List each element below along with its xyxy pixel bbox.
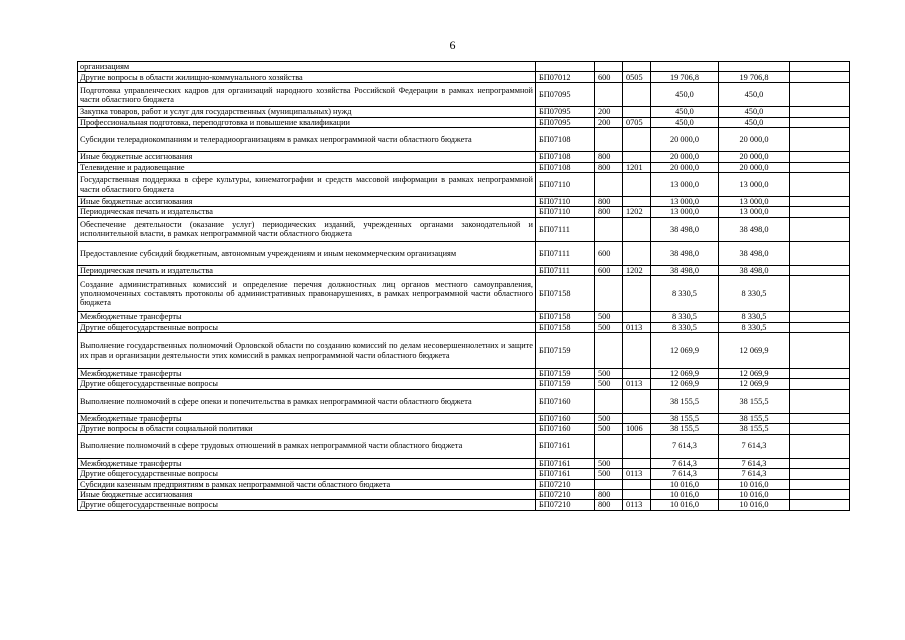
row-amount2-cell: 13 000,0 xyxy=(719,207,790,217)
row-rz-cell xyxy=(623,479,651,489)
row-amount1-cell: 8 330,5 xyxy=(651,322,719,332)
row-code-cell: БП07210 xyxy=(536,479,595,489)
row-code-cell: БП07095 xyxy=(536,117,595,127)
row-amount2-cell xyxy=(719,62,790,72)
row-vr-cell xyxy=(595,389,623,413)
row-amount1-cell: 12 069,9 xyxy=(651,369,719,379)
row-name-cell: Выполнение государственных полномочий Орловской области по созданию комиссий по делам несовершеннолетних и защите их прав и организации деятельности этих комиссий в рамках непрограммной части областного бюджета xyxy=(78,333,536,369)
row-code-cell: БП07110 xyxy=(536,197,595,207)
row-vr-cell xyxy=(595,434,623,458)
row-amount2-cell: 38 155,5 xyxy=(719,424,790,434)
row-amount3-cell xyxy=(790,500,850,510)
row-rz-cell: 0505 xyxy=(623,72,651,83)
row-amount3-cell xyxy=(790,72,850,83)
row-rz-cell: 0113 xyxy=(623,379,651,389)
table-row xyxy=(78,62,850,72)
row-amount2-cell: 12 069,9 xyxy=(719,333,790,369)
row-name-cell: Выполнение полномочий в сфере опеки и попечительства в рамках непрограммной части областного бюджета xyxy=(78,389,536,413)
row-amount2-cell: 7 614,3 xyxy=(719,434,790,458)
row-vr-cell: 500 xyxy=(595,322,623,332)
row-amount1-cell: 13 000,0 xyxy=(651,173,719,197)
row-code-cell: БП07095 xyxy=(536,83,595,107)
row-vr-cell xyxy=(595,128,623,152)
row-vr-cell xyxy=(595,276,623,312)
row-amount3-cell xyxy=(790,162,850,172)
row-code-cell: БП07110 xyxy=(536,207,595,217)
table-row xyxy=(78,173,850,197)
row-amount2-cell: 450,0 xyxy=(719,117,790,127)
row-amount1-cell: 7 614,3 xyxy=(651,469,719,479)
row-amount1-cell: 20 000,0 xyxy=(651,128,719,152)
row-name-cell: Периодическая печать и издательства xyxy=(78,207,536,217)
row-name-cell: Другие общегосударственные вопросы xyxy=(78,322,536,332)
row-rz-cell xyxy=(623,312,651,322)
row-name-cell: Закупка товаров, работ и услуг для государственных (муниципальных) нужд xyxy=(78,107,536,117)
row-rz-cell xyxy=(623,62,651,72)
row-code-cell: БП07111 xyxy=(536,241,595,265)
row-name-cell: Субсидии телерадиокомпаниям и телерадиоорганизациям в рамках непрограммной части областного бюджета xyxy=(78,128,536,152)
row-amount2-cell: 10 016,0 xyxy=(719,489,790,499)
row-rz-cell xyxy=(623,197,651,207)
row-rz-cell: 0113 xyxy=(623,322,651,332)
table-row xyxy=(78,162,850,172)
table-row xyxy=(78,369,850,379)
row-amount3-cell xyxy=(790,107,850,117)
row-code-cell: БП07111 xyxy=(536,217,595,241)
row-amount2-cell: 38 498,0 xyxy=(719,241,790,265)
row-code-cell: БП07158 xyxy=(536,276,595,312)
row-rz-cell xyxy=(623,241,651,265)
row-vr-cell: 600 xyxy=(595,265,623,275)
row-name-cell: Государственная поддержка в сфере культуры, кинематографии и средств массовой информации в рамках непрограммной части областного бюджета xyxy=(78,173,536,197)
row-name-cell: Другие общегосударственные вопросы xyxy=(78,379,536,389)
row-amount1-cell: 450,0 xyxy=(651,83,719,107)
table-row xyxy=(78,458,850,468)
row-rz-cell xyxy=(623,389,651,413)
row-rz-cell xyxy=(623,217,651,241)
row-name-cell: Межбюджетные трансферты xyxy=(78,458,536,468)
row-amount2-cell: 8 330,5 xyxy=(719,312,790,322)
row-vr-cell: 200 xyxy=(595,117,623,127)
row-amount2-cell: 450,0 xyxy=(719,83,790,107)
row-amount3-cell xyxy=(790,389,850,413)
row-code-cell: БП07158 xyxy=(536,312,595,322)
row-code-cell: БП07210 xyxy=(536,489,595,499)
row-code-cell: БП07108 xyxy=(536,162,595,172)
row-rz-cell xyxy=(623,434,651,458)
row-vr-cell: 500 xyxy=(595,369,623,379)
row-amount1-cell: 38 155,5 xyxy=(651,424,719,434)
row-vr-cell: 800 xyxy=(595,207,623,217)
row-amount3-cell xyxy=(790,117,850,127)
row-amount1-cell: 7 614,3 xyxy=(651,458,719,468)
row-vr-cell xyxy=(595,62,623,72)
row-amount2-cell: 38 155,5 xyxy=(719,389,790,413)
row-name-cell: Другие общегосударственные вопросы xyxy=(78,469,536,479)
row-vr-cell: 500 xyxy=(595,413,623,423)
row-amount2-cell: 7 614,3 xyxy=(719,458,790,468)
table-row xyxy=(78,489,850,499)
table-row xyxy=(78,424,850,434)
row-code-cell: БП07012 xyxy=(536,72,595,83)
row-rz-cell xyxy=(623,128,651,152)
row-name-cell: Иные бюджетные ассигнования xyxy=(78,197,536,207)
row-code-cell: БП07160 xyxy=(536,413,595,423)
row-amount3-cell xyxy=(790,312,850,322)
row-amount1-cell: 13 000,0 xyxy=(651,207,719,217)
row-name-cell: Подготовка управленческих кадров для организаций народного хозяйства Российской Федерации в рамках непрограммной части областного бюджета xyxy=(78,83,536,107)
row-rz-cell: 1202 xyxy=(623,265,651,275)
row-amount2-cell: 20 000,0 xyxy=(719,128,790,152)
table-row xyxy=(78,479,850,489)
row-code-cell: БП07159 xyxy=(536,333,595,369)
row-vr-cell: 800 xyxy=(595,162,623,172)
row-amount2-cell: 8 330,5 xyxy=(719,322,790,332)
row-vr-cell: 500 xyxy=(595,312,623,322)
row-amount2-cell: 13 000,0 xyxy=(719,173,790,197)
row-code-cell: БП07159 xyxy=(536,369,595,379)
table-row xyxy=(78,152,850,162)
row-amount3-cell xyxy=(790,241,850,265)
row-amount1-cell xyxy=(651,62,719,72)
row-vr-cell: 800 xyxy=(595,489,623,499)
table-row xyxy=(78,197,850,207)
table-row xyxy=(78,128,850,152)
row-amount1-cell: 19 706,8 xyxy=(651,72,719,83)
table-row xyxy=(78,72,850,83)
row-code-cell: БП07160 xyxy=(536,424,595,434)
row-amount3-cell xyxy=(790,434,850,458)
row-amount2-cell: 12 069,9 xyxy=(719,379,790,389)
row-rz-cell xyxy=(623,413,651,423)
row-amount3-cell xyxy=(790,322,850,332)
row-amount1-cell: 12 069,9 xyxy=(651,379,719,389)
row-rz-cell xyxy=(623,276,651,312)
row-rz-cell xyxy=(623,333,651,369)
row-amount2-cell: 13 000,0 xyxy=(719,197,790,207)
row-vr-cell xyxy=(595,333,623,369)
row-vr-cell: 800 xyxy=(595,500,623,510)
row-name-cell: Иные бюджетные ассигнования xyxy=(78,489,536,499)
row-amount3-cell xyxy=(790,489,850,499)
row-code-cell: БП07108 xyxy=(536,152,595,162)
row-amount1-cell: 8 330,5 xyxy=(651,312,719,322)
row-name-cell: Субсидии казенным предприятиям в рамках непрограммной части областного бюджета xyxy=(78,479,536,489)
row-name-cell: Периодическая печать и издательства xyxy=(78,265,536,275)
table-row xyxy=(78,117,850,127)
row-amount3-cell xyxy=(790,207,850,217)
row-amount2-cell: 10 016,0 xyxy=(719,500,790,510)
row-rz-cell xyxy=(623,83,651,107)
row-name-cell: Межбюджетные трансферты xyxy=(78,312,536,322)
table-row xyxy=(78,322,850,332)
row-amount3-cell xyxy=(790,265,850,275)
row-vr-cell: 600 xyxy=(595,241,623,265)
row-code-cell: БП07159 xyxy=(536,379,595,389)
row-amount3-cell xyxy=(790,128,850,152)
row-code-cell: БП07161 xyxy=(536,458,595,468)
row-name-cell: Создание административных комиссий и определение перечня должностных лиц органов местного самоуправления, уполномоченных составлять протоколы об административных правонарушениях, в рамках непрограммной части областного бюджета xyxy=(78,276,536,312)
row-vr-cell: 500 xyxy=(595,469,623,479)
table-row xyxy=(78,107,850,117)
row-vr-cell xyxy=(595,217,623,241)
row-vr-cell: 500 xyxy=(595,379,623,389)
table-row xyxy=(78,207,850,217)
row-rz-cell: 0113 xyxy=(623,500,651,510)
row-amount2-cell: 38 498,0 xyxy=(719,265,790,275)
row-code-cell: БП07110 xyxy=(536,173,595,197)
row-vr-cell xyxy=(595,173,623,197)
row-rz-cell: 1006 xyxy=(623,424,651,434)
row-code-cell: БП07111 xyxy=(536,265,595,275)
row-name-cell: Межбюджетные трансферты xyxy=(78,413,536,423)
row-amount1-cell: 10 016,0 xyxy=(651,500,719,510)
page-number: 6 xyxy=(449,38,456,52)
row-vr-cell: 600 xyxy=(595,72,623,83)
row-code-cell: БП07210 xyxy=(536,500,595,510)
row-vr-cell: 800 xyxy=(595,152,623,162)
row-amount1-cell: 38 155,5 xyxy=(651,389,719,413)
table-row xyxy=(78,434,850,458)
budget-table xyxy=(77,61,850,511)
row-amount3-cell xyxy=(790,276,850,312)
row-amount1-cell: 13 000,0 xyxy=(651,197,719,207)
row-name-cell: Профессиональная подготовка, переподготовка и повышение квалификации xyxy=(78,117,536,127)
row-name-cell: Другие общегосударственные вопросы xyxy=(78,500,536,510)
row-rz-cell xyxy=(623,152,651,162)
row-amount3-cell xyxy=(790,83,850,107)
row-amount3-cell xyxy=(790,173,850,197)
row-rz-cell: 0705 xyxy=(623,117,651,127)
row-amount1-cell: 38 498,0 xyxy=(651,217,719,241)
table-row xyxy=(78,379,850,389)
budget-table-body xyxy=(78,62,850,511)
row-code-cell: БП07160 xyxy=(536,389,595,413)
table-row xyxy=(78,276,850,312)
row-amount2-cell: 8 330,5 xyxy=(719,276,790,312)
row-amount1-cell: 450,0 xyxy=(651,107,719,117)
row-amount3-cell xyxy=(790,62,850,72)
row-amount2-cell: 10 016,0 xyxy=(719,479,790,489)
row-amount3-cell xyxy=(790,197,850,207)
row-amount2-cell: 12 069,9 xyxy=(719,369,790,379)
row-amount3-cell xyxy=(790,217,850,241)
row-amount3-cell xyxy=(790,413,850,423)
row-amount1-cell: 20 000,0 xyxy=(651,152,719,162)
row-vr-cell xyxy=(595,479,623,489)
row-code-cell xyxy=(536,62,595,72)
table-row xyxy=(78,413,850,423)
row-amount2-cell: 19 706,8 xyxy=(719,72,790,83)
row-amount2-cell: 20 000,0 xyxy=(719,162,790,172)
table-row xyxy=(78,469,850,479)
row-name-cell: Телевидение и радиовещание xyxy=(78,162,536,172)
row-amount3-cell xyxy=(790,379,850,389)
row-code-cell: БП07095 xyxy=(536,107,595,117)
row-amount1-cell: 38 498,0 xyxy=(651,241,719,265)
row-amount3-cell xyxy=(790,333,850,369)
table-row xyxy=(78,500,850,510)
table-row xyxy=(78,83,850,107)
row-name-cell: Межбюджетные трансферты xyxy=(78,369,536,379)
row-code-cell: БП07161 xyxy=(536,434,595,458)
row-rz-cell xyxy=(623,173,651,197)
row-code-cell: БП07108 xyxy=(536,128,595,152)
row-rz-cell xyxy=(623,107,651,117)
row-rz-cell: 1202 xyxy=(623,207,651,217)
row-name-cell: Обеспечение деятельности (оказание услуг) периодических изданий, учрежденных органами законодательной и исполнительной власти, в рамках непрограммной части областного бюджета xyxy=(78,217,536,241)
row-amount1-cell: 38 155,5 xyxy=(651,413,719,423)
table-row xyxy=(78,389,850,413)
row-amount1-cell: 10 016,0 xyxy=(651,489,719,499)
row-rz-cell: 0113 xyxy=(623,469,651,479)
row-code-cell: БП07158 xyxy=(536,322,595,332)
row-name-cell: Другие вопросы в области социальной политики xyxy=(78,424,536,434)
row-vr-cell: 500 xyxy=(595,458,623,468)
row-amount3-cell xyxy=(790,369,850,379)
row-amount3-cell xyxy=(790,458,850,468)
row-rz-cell xyxy=(623,369,651,379)
row-name-cell: Иные бюджетные ассигнования xyxy=(78,152,536,162)
row-name-cell: Другие вопросы в области жилищно-коммунального хозяйства xyxy=(78,72,536,83)
row-vr-cell: 200 xyxy=(595,107,623,117)
row-amount1-cell: 38 498,0 xyxy=(651,265,719,275)
row-amount1-cell: 20 000,0 xyxy=(651,162,719,172)
row-amount2-cell: 7 614,3 xyxy=(719,469,790,479)
row-amount1-cell: 10 016,0 xyxy=(651,479,719,489)
row-rz-cell xyxy=(623,489,651,499)
row-amount1-cell: 12 069,9 xyxy=(651,333,719,369)
row-amount1-cell: 7 614,3 xyxy=(651,434,719,458)
row-amount2-cell: 450,0 xyxy=(719,107,790,117)
row-vr-cell xyxy=(595,83,623,107)
row-name-cell: Выполнение полномочий в сфере трудовых отношений в рамках непрограммной части областного бюджета xyxy=(78,434,536,458)
table-row xyxy=(78,217,850,241)
row-vr-cell: 500 xyxy=(595,424,623,434)
table-row xyxy=(78,312,850,322)
table-row xyxy=(78,265,850,275)
row-amount2-cell: 38 155,5 xyxy=(719,413,790,423)
row-vr-cell: 800 xyxy=(595,197,623,207)
row-amount3-cell xyxy=(790,424,850,434)
row-amount3-cell xyxy=(790,469,850,479)
row-amount2-cell: 38 498,0 xyxy=(719,217,790,241)
row-amount2-cell: 20 000,0 xyxy=(719,152,790,162)
row-amount1-cell: 8 330,5 xyxy=(651,276,719,312)
row-rz-cell xyxy=(623,458,651,468)
table-row xyxy=(78,241,850,265)
row-name-cell: организациям xyxy=(78,62,536,72)
row-amount3-cell xyxy=(790,152,850,162)
row-amount3-cell xyxy=(790,479,850,489)
row-rz-cell: 1201 xyxy=(623,162,651,172)
row-name-cell: Предоставление субсидий бюджетным, автономным учреждениям и иным некоммерческим организациям xyxy=(78,241,536,265)
row-code-cell: БП07161 xyxy=(536,469,595,479)
row-amount1-cell: 450,0 xyxy=(651,117,719,127)
table-row xyxy=(78,333,850,369)
